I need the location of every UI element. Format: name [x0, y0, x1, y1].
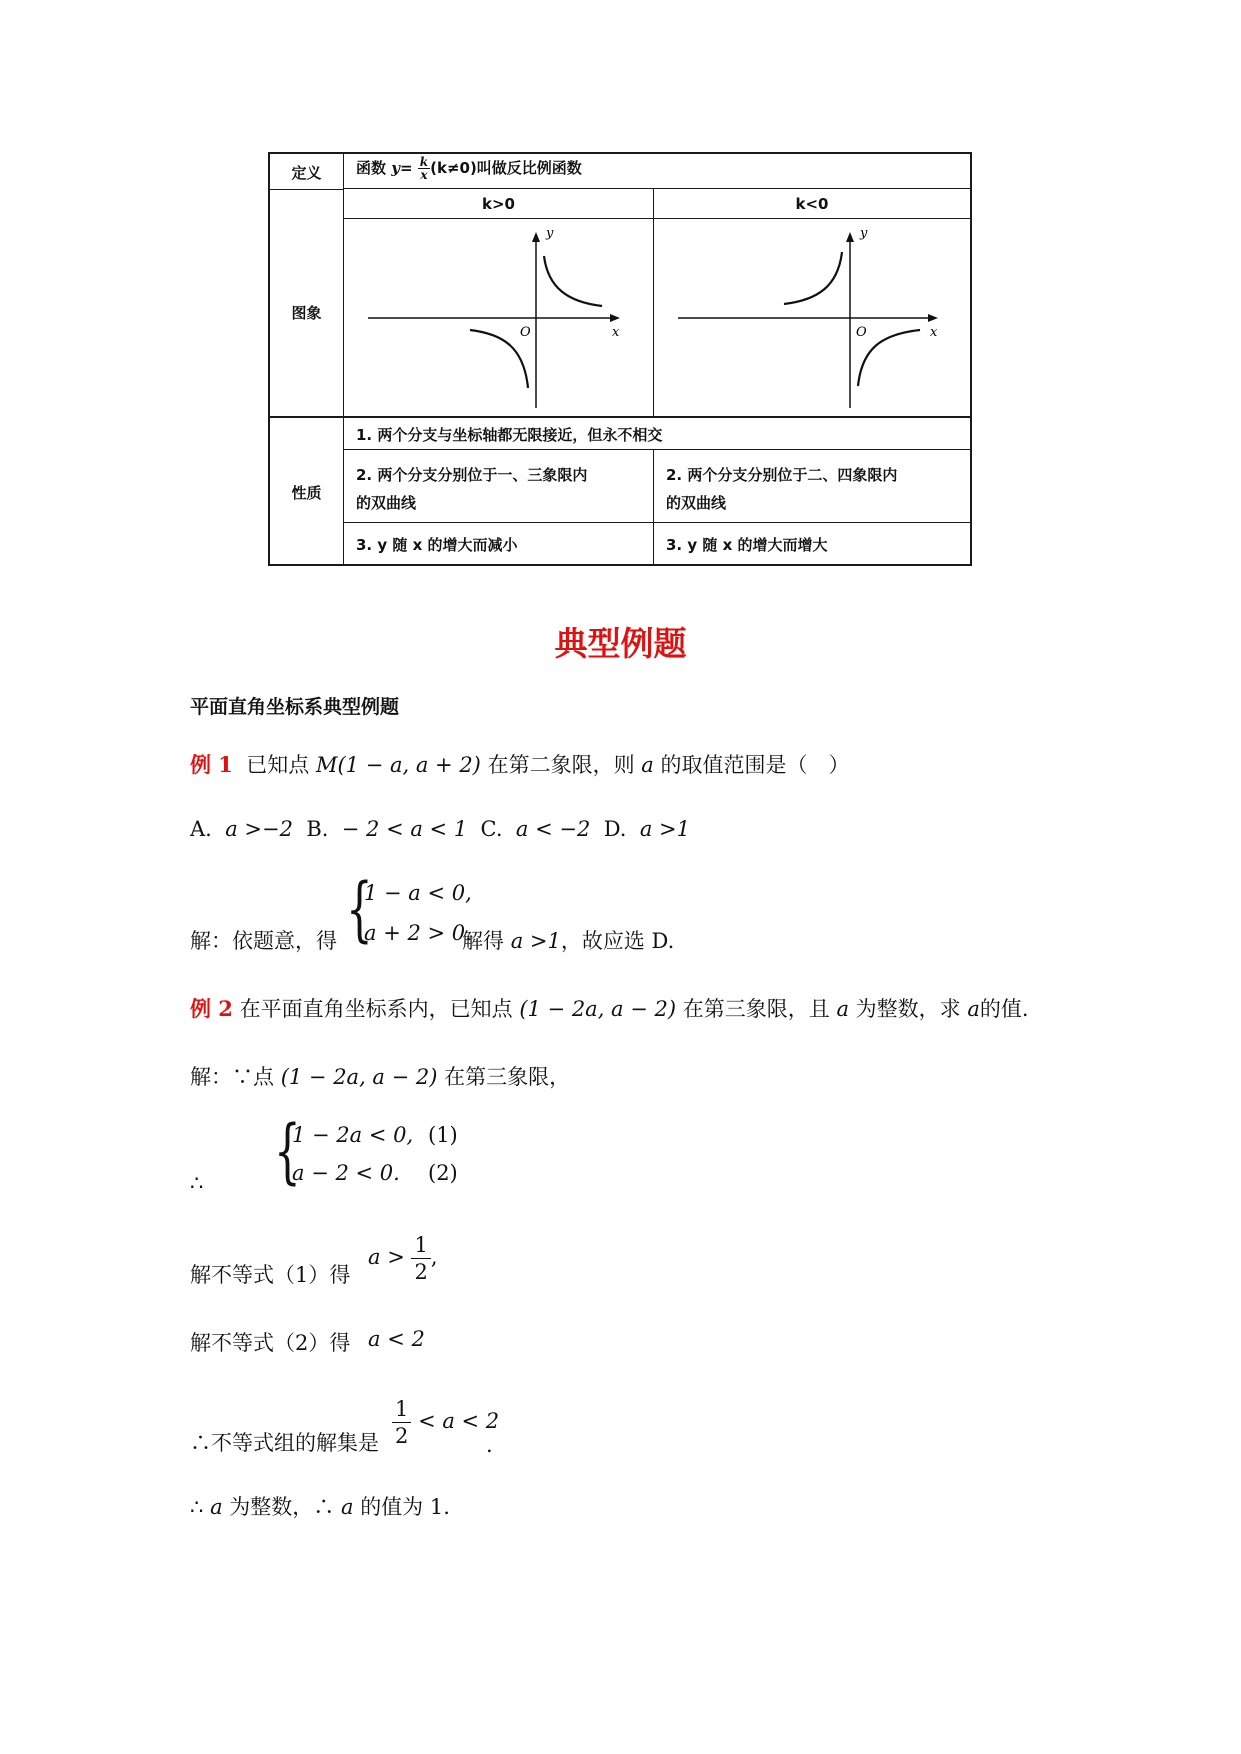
inverse-function-table: [268, 152, 972, 566]
solution-set-text: ∴不等式组的解集是: [190, 1431, 379, 1455]
solution-set-expression: $\frac{1}{2}$ < a < 2: [392, 1396, 499, 1449]
example-1-system-line-1: 1 − a < 0,: [364, 881, 472, 905]
property-2-negative-line-2: 的双曲线: [666, 494, 727, 512]
definition-label: 定义: [291, 164, 322, 182]
example-2-system-line-1: 1 − 2a < 0,: [292, 1123, 414, 1147]
property-2-positive-line-2: 的双曲线: [356, 494, 417, 512]
inequality-2-result: a < 2: [368, 1327, 425, 1351]
graph-label: 图象: [291, 304, 322, 322]
option-c: a < −2: [515, 817, 591, 841]
final-answer: ∴ a 为整数，∴ a 的值为 1.: [190, 1495, 450, 1519]
x-axis-label: x: [930, 325, 938, 340]
origin-label: O: [520, 325, 531, 340]
branch-quadrant-4: [858, 330, 920, 386]
system-brace: {: [274, 1110, 301, 1192]
inequality-2-text: 解不等式（2）得: [190, 1331, 351, 1355]
example-2-label: 例 2: [190, 996, 233, 1021]
section-heading: 典型例题: [554, 624, 687, 663]
example-1-label: 例 1: [190, 752, 233, 777]
example-1-solution-result: 解得 a >1，故应选 D.: [462, 929, 675, 953]
origin-label: O: [856, 325, 867, 340]
property-1: 1. 两个分支与坐标轴都无限接近，但永不相交: [356, 426, 663, 444]
half-fraction: $\frac{1}{2}$: [411, 1232, 430, 1285]
property-3-positive: 3. y 随 x 的增大而减小: [356, 536, 518, 554]
column-header-k-positive: k>0: [482, 195, 515, 213]
example-2-solution-line-1: 解：∵点 (1 − 2a, a − 2) 在第三象限，: [190, 1065, 571, 1089]
example-2-system-tag-1: (1): [428, 1123, 458, 1147]
inequality-1-result: a > $\frac{1}{2}$ ,: [368, 1233, 438, 1284]
system-brace: {: [346, 868, 373, 950]
example-2-question: 例 2 在平面直角坐标系内，已知点 (1 − 2a, a − 2) 在第三象限，且 a 为整数，求 a的值.: [190, 996, 1029, 1021]
solution-set-period: .: [486, 1433, 493, 1457]
branch-quadrant-1: [544, 256, 602, 306]
definition-text: 函数 y= $\frac{k}{x}$ (k≠0)叫做反比例函数: [356, 155, 582, 182]
example-2-system-tag-2: (2): [428, 1161, 458, 1185]
hyperbola-graph-k-negative: [678, 218, 948, 416]
k-over-x-fraction: $\frac{k}{x}$: [419, 155, 429, 182]
property-2-negative-line-1: 2. 两个分支分别位于二、四象限内: [666, 466, 898, 484]
example-1-question: 例 1 已知点 M(1 − a, a + 2) 在第二象限，则 a 的取值范围是（ ）: [190, 752, 850, 777]
y-axis-arrow: [532, 232, 540, 242]
therefore-symbol: ∴: [190, 1171, 204, 1195]
column-header-k-negative: k<0: [795, 195, 829, 213]
example-1-system-line-2: a + 2 > 0.: [364, 921, 472, 945]
example-1-options: A. a >−2 B. − 2 < a < 1 C. a < −2 D. a >1: [190, 817, 690, 841]
property-2-positive-line-1: 2. 两个分支分别位于一、三象限内: [356, 466, 588, 484]
branch-quadrant-2: [784, 252, 842, 304]
option-a: a >−2: [225, 817, 293, 841]
inequality-1-text: 解不等式（1）得: [190, 1263, 351, 1287]
point-expression: (1 − 2a, a − 2): [519, 997, 677, 1021]
option-b: − 2 < a < 1: [341, 817, 468, 841]
example-2-system-line-2: a − 2 < 0.: [292, 1161, 400, 1185]
point-m: M(1 − a, a + 2): [315, 753, 481, 777]
y-axis-arrow: [846, 232, 854, 242]
sub-heading: 平面直角坐标系典型例题: [190, 696, 400, 718]
y-axis-label: y: [860, 226, 868, 241]
x-axis-label: x: [612, 325, 620, 340]
y-axis-label: y: [546, 226, 554, 241]
property-label: 性质: [291, 484, 322, 502]
hyperbola-graph-k-positive: [368, 218, 628, 416]
example-1-solution-prefix: 解：依题意，得: [190, 929, 337, 953]
property-3-negative: 3. y 随 x 的增大而增大: [666, 536, 828, 554]
x-axis-arrow: [610, 314, 620, 322]
x-axis-arrow: [928, 314, 938, 322]
half-fraction: $\frac{1}{2}$: [392, 1396, 411, 1449]
option-d: a >1: [639, 817, 690, 841]
